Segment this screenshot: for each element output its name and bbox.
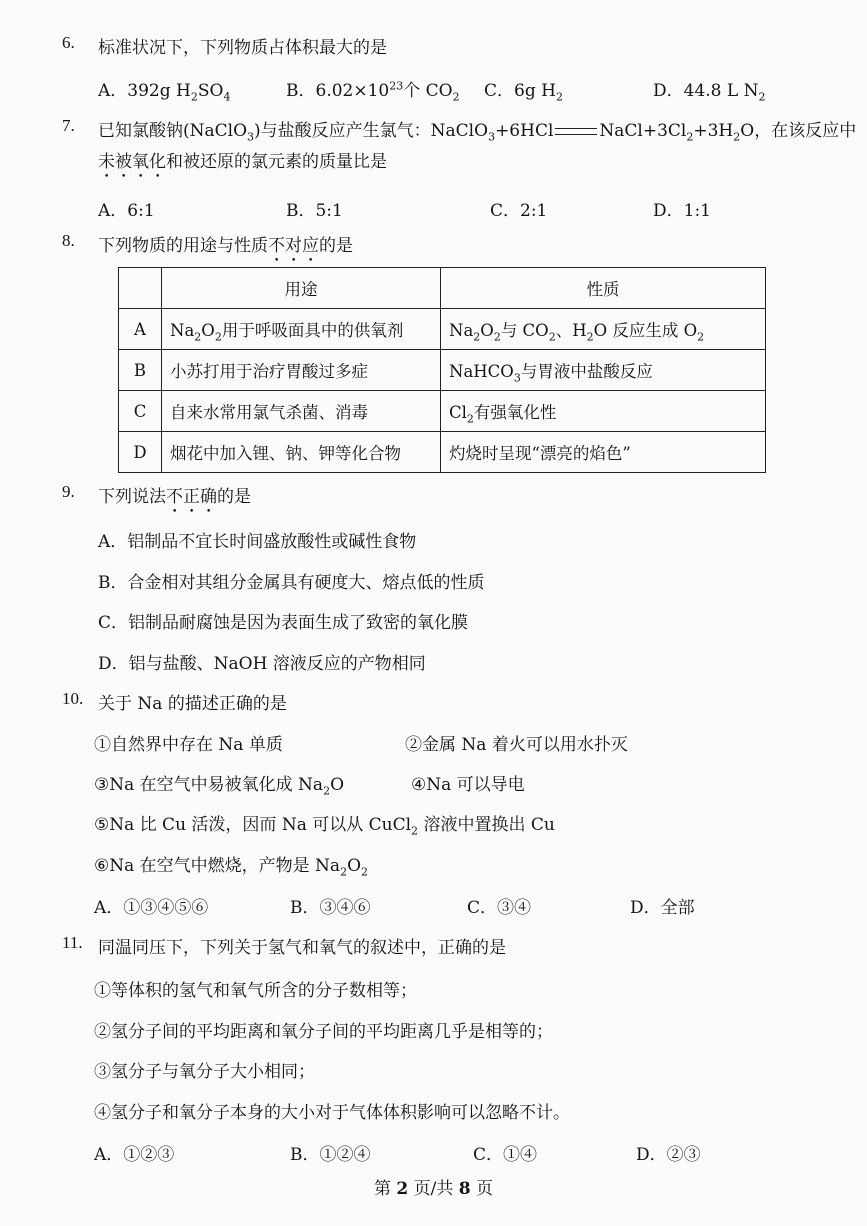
row-property: $Na_2O_2$与 $CO_2$、$H_2O$ 反应生成 $O_2$ <box>441 309 766 350</box>
question-number: 11. <box>62 933 83 952</box>
option-d: D．铝与盐酸、NaOH 溶液反应的产物相同 <box>98 654 426 674</box>
question-stem: 标准状况下，下列物质占体积最大的是 <box>98 38 387 58</box>
option-c: C．6g $H_2$ <box>484 81 563 104</box>
option-b: B．①②④ <box>290 1145 371 1165</box>
option-d: D．1:1 <box>653 201 711 221</box>
statement-1: ①等体积的氢气和氧气所含的分子数相等； <box>94 981 417 1001</box>
option-b: B．合金相对其组分金属具有硬度大、熔点低的性质 <box>98 573 485 593</box>
page-total: 8 <box>458 1179 471 1199</box>
double-line-equals <box>555 128 597 135</box>
row-use: $Na_2O_2$用于呼吸面具中的供氧剂 <box>162 309 441 350</box>
row-use: 小苏打用于治疗胃酸过多症 <box>162 350 441 391</box>
row-key: A <box>119 309 162 350</box>
option-d: D．②③ <box>636 1145 701 1165</box>
statement-2: ②金属 Na 着火可以用水扑灭 <box>405 735 628 755</box>
option-a: A．①③④⑤⑥ <box>94 898 209 918</box>
option-d: D．44.8 L $N_2$ <box>653 81 766 104</box>
option-b: B．$6.02\times 10^{23}$个 $CO_2$ <box>286 79 460 104</box>
table-row <box>119 309 766 350</box>
question-number: 10. <box>62 689 84 708</box>
statement-5: ⑤Na 比 Cu 活泼，因而 Na 可以从 CuCl$_2$ 溶液中置换出 Cu <box>94 815 555 838</box>
option-a: A．6:1 <box>98 201 155 221</box>
table-row <box>119 391 766 432</box>
question-stem: 同温同压下，下列关于氢气和氧气的叙述中，正确的是 <box>98 938 506 958</box>
statement-4: ④Na 可以导电 <box>411 775 525 795</box>
use-property-table <box>118 267 766 473</box>
table-row <box>119 432 766 473</box>
option-c: C．铝制品耐腐蚀是因为表面生成了致密的氧化膜 <box>98 613 469 633</box>
question-stem-line2: 未被氧化和被还原的氯元素的质量比是 <box>98 152 387 172</box>
row-key: C <box>119 391 162 432</box>
question-number: 8. <box>62 231 75 250</box>
statement-3: ③氢分子与氧分子大小相同； <box>94 1062 315 1082</box>
option-b: B．③④⑥ <box>290 898 371 918</box>
page-number: 2 <box>396 1179 409 1199</box>
table-cell <box>119 268 162 309</box>
statement-1: ①自然界中存在 Na 单质 <box>94 735 283 755</box>
row-property: $Cl_2$有强氧化性 <box>441 391 766 432</box>
statement-2: ②氢分子间的平均距离和氧分子间的平均距离几乎是相等的； <box>94 1022 553 1042</box>
row-key: B <box>119 350 162 391</box>
option-a: A．392g $H_2SO_4$ <box>98 81 231 104</box>
statement-4: ④氢分子和氧分子本身的大小对于气体体积影响可以忽略不计。 <box>94 1103 570 1123</box>
row-property: NaHCO$_3$与胃液中盐酸反应 <box>441 350 766 391</box>
statement-6: ⑥Na 在空气中燃烧，产物是 $Na_2O_2$ <box>94 856 369 879</box>
option-a: A．铝制品不宜长时间盛放酸性或碱性食物 <box>98 532 417 552</box>
page-footer: 第 2 页/共 8 页 <box>373 1179 494 1199</box>
option-d: D．全部 <box>630 898 695 918</box>
row-key: D <box>119 432 162 473</box>
column-header-property: 性质 <box>441 268 766 309</box>
question-stem: 关于 Na 的描述正确的是 <box>98 694 287 714</box>
table-header-row <box>119 268 766 309</box>
statement-3: ③Na 在空气中易被氧化成 $Na_2O$ <box>94 775 345 798</box>
column-header-use: 用途 <box>162 268 441 309</box>
option-c: C．2:1 <box>490 201 548 221</box>
question-number: 9. <box>62 482 75 501</box>
row-use: 自来水常用氯气杀菌、消毒 <box>162 391 441 432</box>
option-c: C．①④ <box>473 1145 538 1165</box>
row-property: 灼烧时呈现“漂亮的焰色” <box>441 432 766 473</box>
question-stem-line1: 已知氯酸钠(NaClO$_3$)与盐酸反应产生氯气：NaClO$_3$+6HCl $NaCl+3Cl_2+3H_2O$，在该反应中 <box>98 121 857 144</box>
question-stem: 下列说法不正确的是 <box>98 487 251 507</box>
table-row <box>119 350 766 391</box>
row-use: 烟花中加入锂、钠、钾等化合物 <box>162 432 441 473</box>
option-a: A．①②③ <box>94 1145 175 1165</box>
question-stem: 下列物质的用途与性质不对应的是 <box>98 236 353 256</box>
option-c: C．③④ <box>467 898 532 918</box>
question-number: 7. <box>62 116 75 135</box>
option-b: B．5:1 <box>286 201 343 221</box>
question-number: 6. <box>62 33 75 52</box>
